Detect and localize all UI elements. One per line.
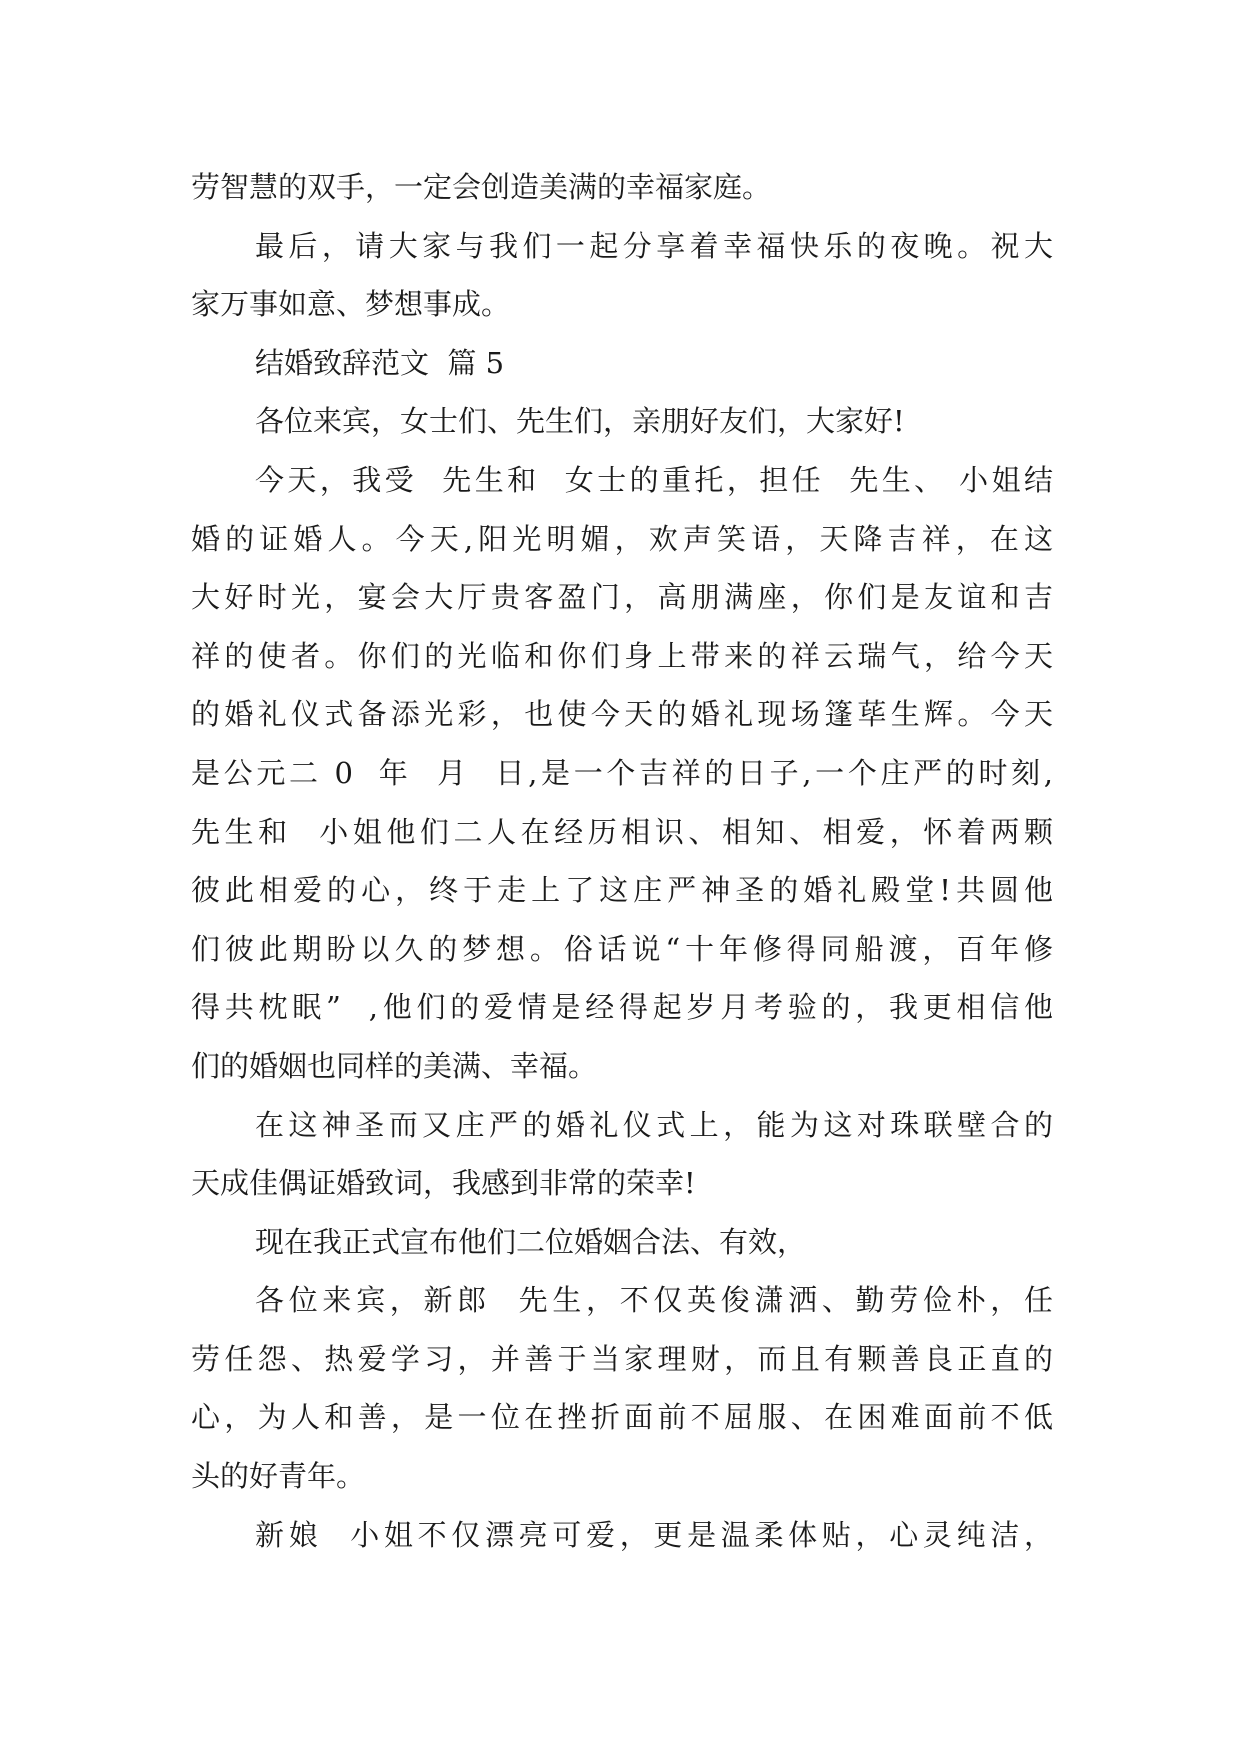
text-line: 先生和 小姐他们二人在经历相识、相知、相爱，怀着两颗 [191, 814, 1053, 849]
text-line: 天成佳偶证婚致词，我感到非常的荣幸! [191, 1166, 696, 1201]
text-line: 结婚致辞范文 篇 5 [255, 345, 505, 380]
text-line: 在这神圣而又庄严的婚礼仪式上，能为这对珠联壁合的 [255, 1107, 1053, 1142]
text-line: 劳任怨、热爱学习，并善于当家理财，而且有颗善良正直的 [191, 1341, 1053, 1376]
text-line: 最后，请大家与我们一起分享着幸福快乐的夜晚。祝大 [255, 228, 1053, 263]
text-line: 各位来宾，女士们、先生们，亲朋好友们，大家好! [255, 404, 905, 439]
text-line: 劳智慧的双手，一定会创造美满的幸福家庭。 [191, 170, 772, 204]
text-line: 头的好青年。 [191, 1459, 366, 1494]
text-line: 今天，我受 先生和 女士的重托，担任 先生、 小姐结 [255, 462, 1053, 497]
text-line: 彼此相爱的心，终于走上了这庄严神圣的婚礼殿堂!共圆他 [191, 873, 1053, 908]
body-text [191, 158, 1053, 1564]
text-line: 们彼此期盼以久的梦想。俗话说“十年修得同船渡，百年修 [191, 931, 1053, 966]
text-line: 是公元二 0 年 月 日,是一个吉祥的日子,一个庄严的时刻, [191, 755, 1053, 790]
text-line: 婚的证婚人。今天,阳光明媚，欢声笑语，天降吉祥，在这 [191, 521, 1053, 556]
text-line: 的婚礼仪式备添光彩，也使今天的婚礼现场篷荜生辉。今天 [191, 697, 1053, 732]
text-line: 祥的使者。你们的光临和你们身上带来的祥云瑞气，给今天 [191, 638, 1053, 673]
text-line: 各位来宾，新郎 先生，不仅英俊潇洒、勤劳俭朴，任 [255, 1283, 1053, 1318]
text-line: 大好时光，宴会大厅贵客盈门，高朋满座，你们是友谊和吉 [191, 580, 1053, 615]
text-line: 心，为人和善，是一位在挫折面前不屈服、在困难面前不低 [191, 1400, 1053, 1435]
text-line: 新娘 小姐不仅漂亮可爱，更是温柔体贴，心灵纯洁， [255, 1517, 1053, 1552]
text-line: 现在我正式宣布他们二位婚姻合法、有效， [255, 1224, 807, 1259]
text-line: 得共枕眠” ,他们的爱情是经得起岁月考验的，我更相信他 [191, 990, 1053, 1025]
text-line: 们的婚姻也同样的美满、幸福。 [191, 1048, 598, 1083]
text-line: 家万事如意、梦想事成。 [191, 287, 511, 322]
